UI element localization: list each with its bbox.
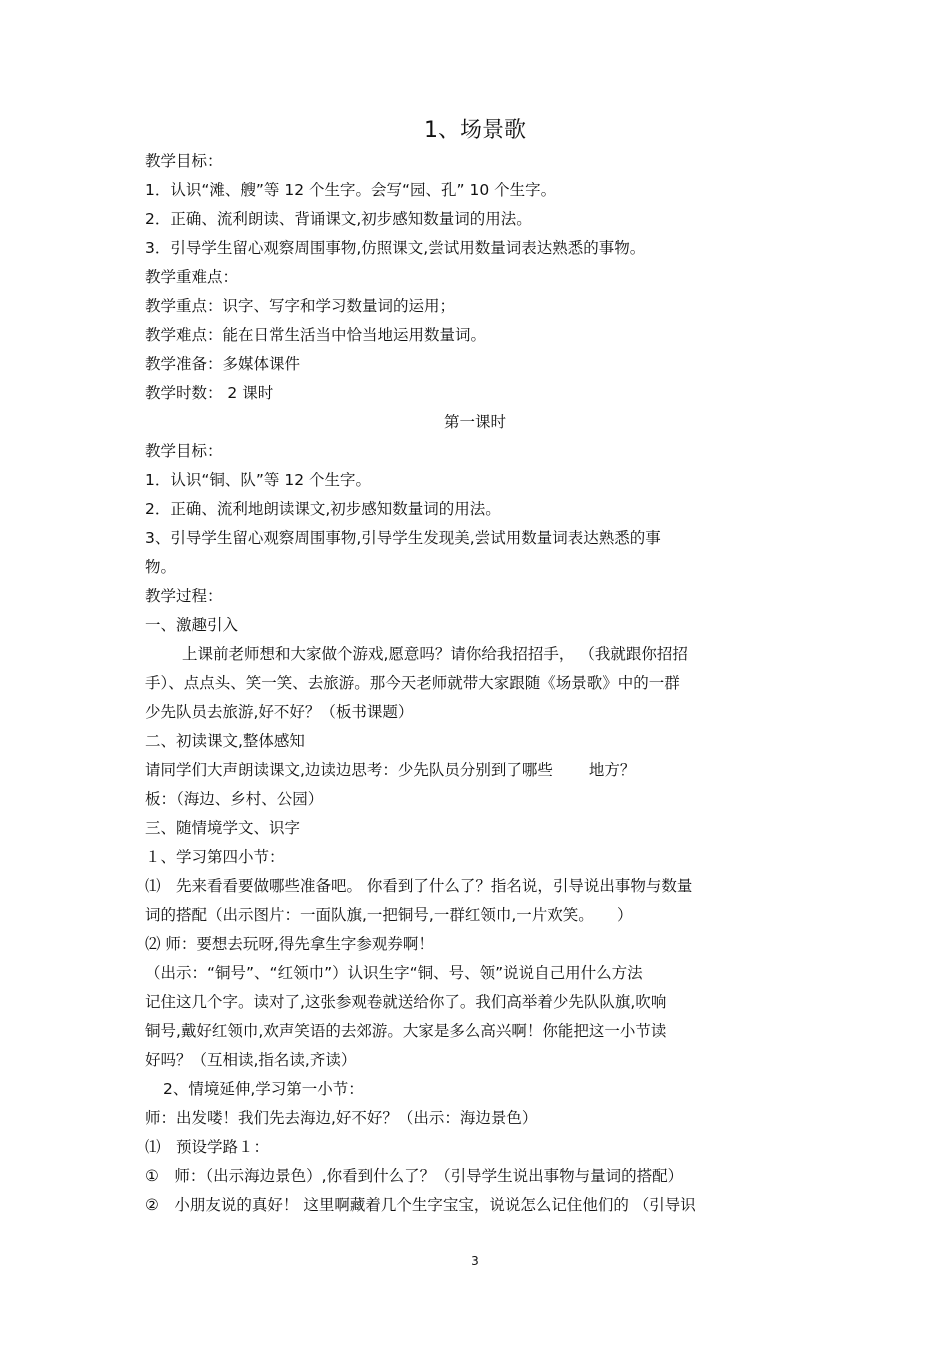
text-line: 3．引导学生留心观察周围事物,仿照课文,尝试用数量词表达熟悉的事物。 bbox=[145, 239, 646, 257]
text-line: 2．正确、流利朗读、背诵课文,初步感知数量词的用法。 bbox=[145, 210, 532, 228]
text-line: 手）、点点头、笑一笑、去旅游。那今天老师就带大家跟随《场景歌》中的一群 bbox=[145, 674, 680, 692]
text-line: １、学习第四小节： bbox=[145, 848, 285, 866]
text-line: 教学重点：识字、写字和学习数量词的运用； bbox=[145, 297, 456, 315]
text-line: 2、情境延伸,学习第一小节： bbox=[163, 1080, 364, 1098]
text-line: ⑴ 预设学路１： bbox=[145, 1138, 270, 1156]
text-line: 板：（海边、乡村、公园） bbox=[145, 790, 324, 808]
text-line: 教学重难点： bbox=[145, 268, 239, 286]
text-line: 教学目标： bbox=[145, 152, 223, 170]
text-line: 词的搭配（出示图片：一面队旗,一把铜号,一群红领巾,一片欢笑。 ） bbox=[145, 906, 633, 924]
text-line: 1．认识“滩、艘”等 12 个生字。会写“园、孔” 10 个生字。 bbox=[145, 181, 557, 199]
text-line: 教学过程： bbox=[145, 587, 223, 605]
text-line: 少先队员去旅游,好不好？（板书课题） bbox=[145, 703, 414, 721]
text-line: 二、初读课文,整体感知 bbox=[145, 732, 305, 750]
text-line: 好吗？（互相读,指名读,齐读） bbox=[145, 1051, 357, 1069]
text-line: （出示：“铜号”、“红领巾”）认识生字“铜、号、领”说说自己用什么方法 bbox=[145, 964, 643, 982]
text-line: 2．正确、流利地朗读课文,初步感知数量词的用法。 bbox=[145, 500, 501, 518]
text-line: 3、引导学生留心观察周围事物,引导学生发现美,尝试用数量词表达熟悉的事 bbox=[145, 529, 661, 547]
text-line: 铜号,戴好红领巾,欢声笑语的去郊游。大家是多么高兴啊！你能把这一小节读 bbox=[145, 1022, 667, 1040]
text-line: 教学时数： 2 课时 bbox=[145, 384, 274, 402]
section-heading: 第一课时 bbox=[443, 413, 506, 431]
text-line: ① 师：（出示海边景色）,你看到什么了？（引导学生说出事物与量词的搭配） bbox=[145, 1167, 684, 1185]
text-line: 三、随情境学文、识字 bbox=[145, 819, 301, 837]
text-line: 物。 bbox=[145, 558, 177, 576]
text-line: ② 小朋友说的真好！ 这里啊藏着几个生字宝宝，说说怎么记住他们的 （引导识 bbox=[145, 1196, 696, 1214]
page-number: 3 bbox=[471, 1254, 479, 1268]
text-line: 教学准备：多媒体课件 bbox=[145, 355, 301, 373]
text-line: 教学目标： bbox=[145, 442, 223, 460]
text-line: 一、激趣引入 bbox=[145, 616, 239, 634]
text-line: 上课前老师想和大家做个游戏,愿意吗？请你给我招招手， （我就跟你招招 bbox=[182, 645, 688, 663]
text-line: 请同学们大声朗读课文,边读边思考：少先队员分别到了哪些 地方？ bbox=[145, 761, 636, 779]
text-line: 教学难点：能在日常生活当中恰当地运用数量词。 bbox=[145, 326, 487, 344]
text-line: 师：出发喽！我们先去海边,好不好？（出示：海边景色） bbox=[145, 1109, 538, 1127]
document-title: 1、场景歌 bbox=[424, 118, 526, 143]
text-line: 1．认识“铜、队”等 12 个生字。 bbox=[145, 471, 371, 489]
text-line: ⑵ 师：要想去玩呀,得先拿生字参观券啊！ bbox=[145, 935, 434, 953]
text-line: ⑴ 先来看看要做哪些准备吧。 你看到了什么了？指名说，引导说出事物与数量 bbox=[145, 877, 693, 895]
text-line: 记住这几个字。读对了,这张参观卷就送给你了。我们高举着少先队队旗,吹响 bbox=[145, 993, 667, 1011]
